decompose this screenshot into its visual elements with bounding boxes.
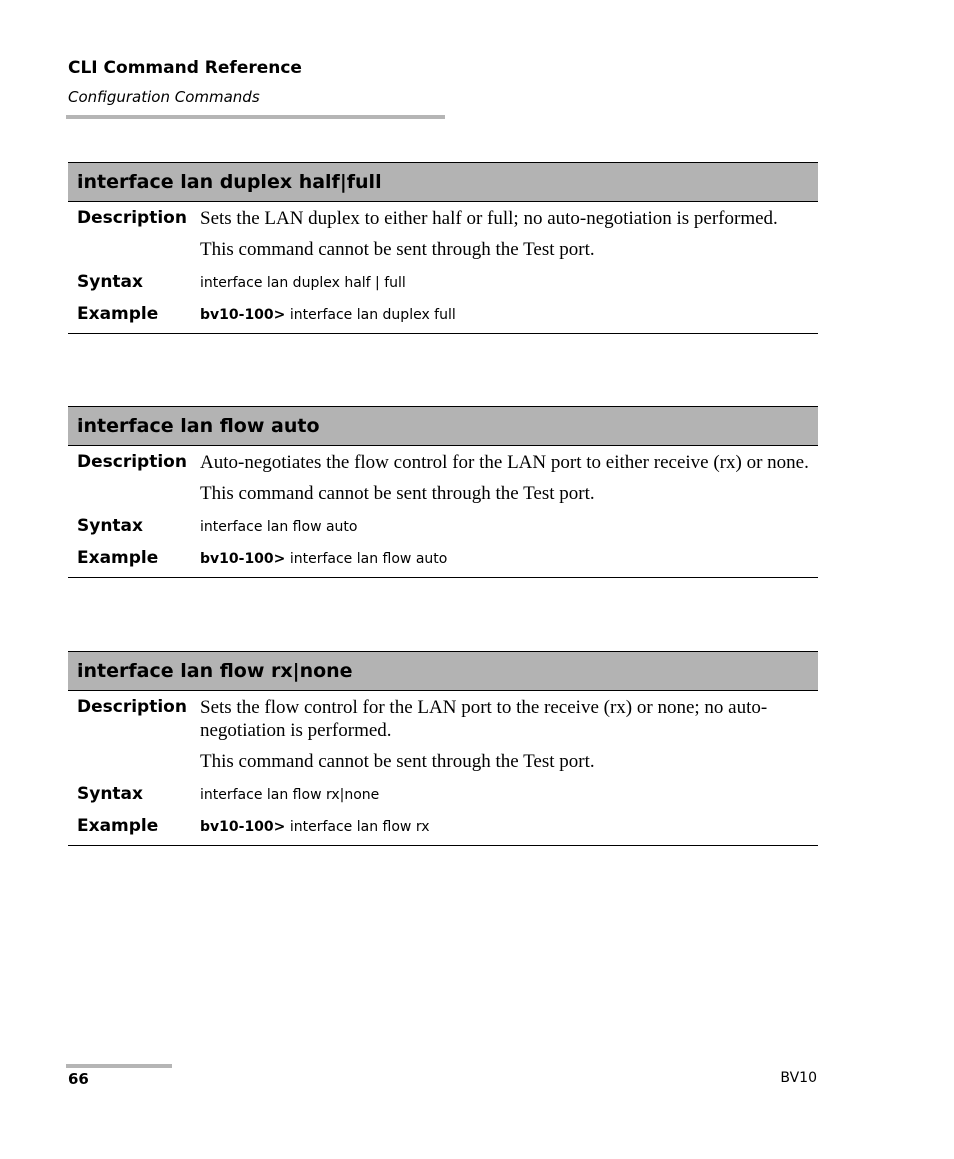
running-header-subtitle: Configuration Commands bbox=[68, 88, 260, 106]
example-label: Example bbox=[77, 816, 159, 836]
command-title: interface lan flow auto bbox=[68, 406, 818, 446]
command-section-flow-auto bbox=[68, 406, 818, 578]
description-note: This command cannot be sent through the Test port. bbox=[200, 751, 595, 772]
example-label: Example bbox=[77, 304, 159, 324]
command-section-flow-rx-none bbox=[68, 651, 818, 846]
syntax-text: interface lan duplex half | full bbox=[200, 275, 406, 291]
product-name: BV10 bbox=[780, 1070, 817, 1086]
syntax-label: Syntax bbox=[77, 784, 143, 804]
footer-rule bbox=[66, 1064, 172, 1068]
description-text: Sets the flow control for the LAN port to the receive (rx) or none; no auto-negotiation is performed. bbox=[200, 697, 768, 741]
running-header-title: CLI Command Reference bbox=[68, 58, 302, 78]
description-label: Description bbox=[77, 697, 187, 717]
description-note: This command cannot be sent through the Test port. bbox=[200, 483, 595, 504]
syntax-text: interface lan flow rx|none bbox=[200, 787, 380, 803]
command-section-duplex bbox=[68, 162, 818, 334]
syntax-label: Syntax bbox=[77, 272, 143, 292]
description-text: Sets the LAN duplex to either half or full; no auto-negotiation is performed. bbox=[200, 208, 778, 229]
description-label: Description bbox=[77, 208, 187, 228]
example-command: interface lan flow auto bbox=[289, 551, 448, 567]
example-prompt: bv10-100> bbox=[200, 819, 286, 835]
description-label: Description bbox=[77, 452, 187, 472]
example-text bbox=[200, 307, 818, 323]
syntax-label: Syntax bbox=[77, 516, 143, 536]
example-command: interface lan duplex full bbox=[289, 307, 456, 323]
header-rule bbox=[66, 115, 445, 119]
syntax-text: interface lan flow auto bbox=[200, 519, 358, 535]
example-label: Example bbox=[77, 548, 159, 568]
example-text bbox=[200, 551, 818, 567]
example-prompt: bv10-100> bbox=[200, 307, 286, 323]
command-title: interface lan flow rx|none bbox=[68, 651, 818, 691]
description-text: Auto-negotiates the flow control for the LAN port to either receive (rx) or none. bbox=[200, 452, 809, 473]
example-command: interface lan flow rx bbox=[289, 819, 430, 835]
example-text bbox=[200, 819, 818, 835]
page-number: 66 bbox=[68, 1070, 89, 1088]
command-title: interface lan duplex half|full bbox=[68, 162, 818, 202]
example-prompt: bv10-100> bbox=[200, 551, 286, 567]
description-note: This command cannot be sent through the Test port. bbox=[200, 239, 595, 260]
